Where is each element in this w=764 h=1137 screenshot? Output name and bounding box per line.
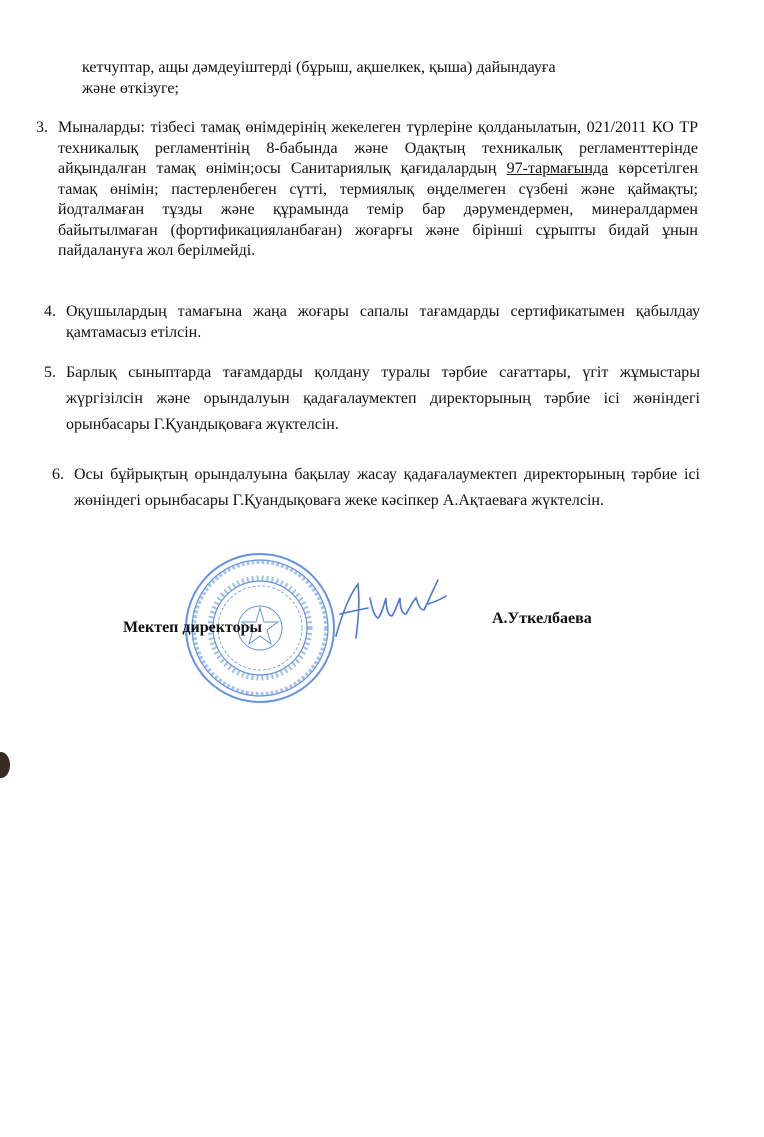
item-5-number: 5. [44,364,56,381]
intro-line-2: және өткізуге; [82,79,179,97]
item-6 [52,462,700,514]
item-4-text: Оқушылардың тамағына жаңа жоғары сапалы тағамдарды сертификатымен қабылдау қамтамасыз етілсін. [66,303,700,341]
item-3-text-after: көрсетілген тамақ өнімін; пастерленбеген сүтті, термиялық өңделмеген сүзбені және қаймақты; йодталмаған тұзды және құрамында темір бар дәрумендермен, минералдармен байытылмаған (фортификацияланбаған) жоғарғы және бірінші сұрыпты бидай ұнын пайдалануға жол берілмейді. [58,160,699,259]
intro-line-1: кетчуптар, ащы дәмдеуіштерді (бұрыш, ақшелкек, қыша) дайындауға [82,59,556,76]
item-3-reference: 97-тармағында [506,160,609,177]
item-6-text: Осы бұйрықтың орындалуына бақылау жасау қадағалаумектеп директорының тәрбие ісі жөніндегі орынбасары Г.Қуандықоваға жеке кәсіпкер А.Ақтаеваға жүктелсін. [74,466,700,509]
intro-paragraph [82,58,698,99]
item-5 [44,360,700,438]
item-3-number: 3. [36,119,48,136]
scan-edge-mark [0,752,10,778]
signatory-name: А.Уткелбаева [492,610,592,627]
item-3-text-before: Мыналарды: тізбесі тамақ өнімдерінің жекелеген түрлеріне қолданылатын, 021/2011 КО ТР техникалық регламентінің 8-бабында және Одақтың техникалық регламенттерінде айқындалған тамақ өнімін;осы Санитариялық қағидалардың [58,119,698,177]
item-6-number: 6. [52,466,64,483]
item-4-number: 4. [44,303,56,320]
item-3 [36,118,699,262]
signature-title: Мектеп директоры [123,619,262,636]
item-4 [44,302,700,343]
handwritten-signature [328,574,448,644]
item-5-text: Барлық сыныптарда тағамдарды қолдану туралы тәрбие сағаттары, үгіт жұмыстары жүргізілсін және орындалуын қадағалаумектеп директорының тәрбие ісі жөніндегі орынбасары Г.Қуандықоваға жүктелсін. [66,364,700,433]
